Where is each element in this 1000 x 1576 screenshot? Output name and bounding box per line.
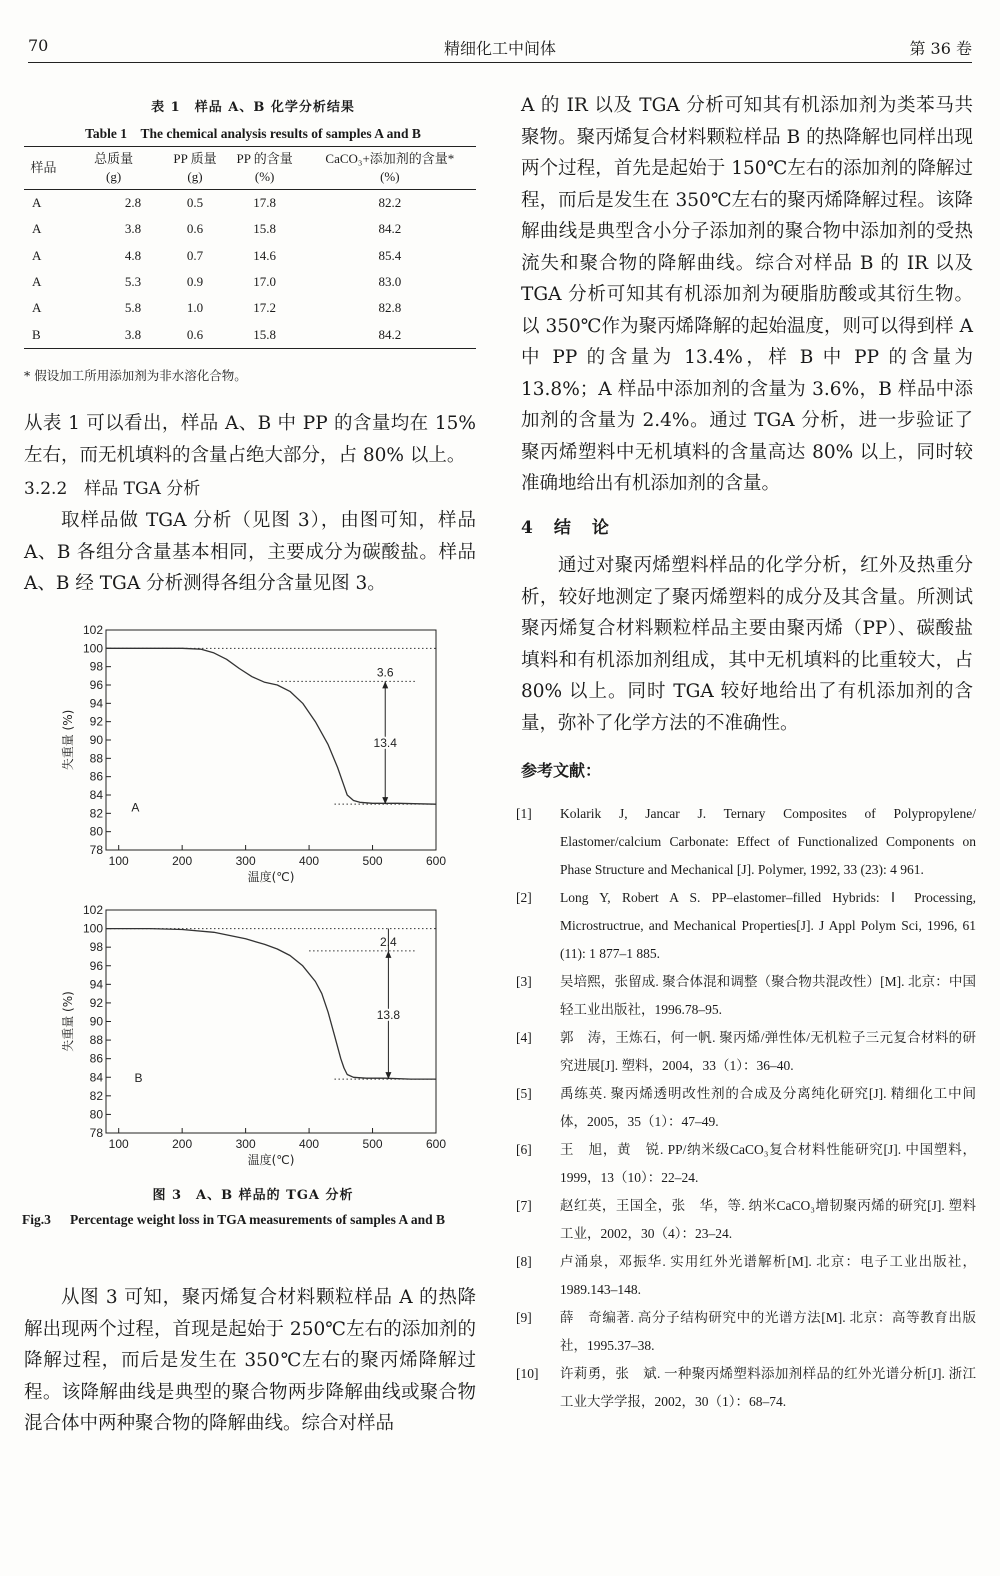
y-tick-label: 100 (82, 641, 103, 656)
x-tick-label: 400 (299, 1137, 320, 1151)
y-tick-label: 80 (89, 824, 103, 839)
references-heading: 参考文献： (521, 761, 602, 780)
table-header-cell: PP 的含量 (%) (226, 147, 304, 190)
y-tick-label: 82 (89, 806, 103, 821)
annotation-pp: 13.4 (373, 735, 397, 750)
reference-item: [8] 卢涌泉，邓振华. 实用红外光谱解析[M]. 北京：电子工业出版社，1989.143–148. (516, 1254, 976, 1297)
y-tick-label: 94 (89, 696, 103, 711)
y-tick-label: 92 (89, 995, 103, 1010)
reference-item: [10] 许莉勇，张 斌. 一种聚丙烯塑料添加剂样品的红外光谱分析[J]. 浙江工业大学学报，2002，30（1）：68–74. (516, 1366, 976, 1409)
reference-item: [4] 郭 涛，王炼石，何一帆. 聚丙烯/弹性体/无机粒子三元复合材料的研究进展[J]. 塑料，2004，33（1）：36–40. (516, 1030, 976, 1073)
x-tick-label: 500 (362, 854, 383, 868)
annotation-pp: 13.8 (376, 1007, 401, 1022)
section-heading-4: 4 结 论 (521, 518, 611, 538)
y-tick-label: 80 (89, 1107, 103, 1122)
x-tick-label: 300 (235, 854, 256, 868)
x-tick-label: 200 (172, 1137, 193, 1151)
paragraph: 通过对聚丙烯塑料样品的化学分析，红外及热重分析，较好地测定了聚丙烯塑料的成分及其含量。所测试聚丙烯复合材料颗粒样品主要由聚丙烯（PP）、碳酸盐填料和有机添加剂组成，其中无机填料的比重较大，占 80% 以上。同时 TGA 较好地给出了有机添加剂的含量，弥补了化学方法的不准确性。 (521, 555, 973, 734)
figure-caption-en: Fig.3 Percentage weight loss in TGA measurements of samples A and B (22, 1212, 446, 1227)
table-row: A 3.8 0.6 15.8 84.2 (32, 221, 402, 237)
annotation-additive: 2.4 (380, 934, 397, 949)
table-caption-cn: 表 1 样品 A、B 化学分析结果 (151, 100, 355, 115)
reference-item: [5] 禹练英. 聚丙烯透明改性剂的合成及分离纯化研究[J]. 精细化工中间体，2005，35（1）：47–49. (516, 1086, 976, 1129)
paragraph: A 的 IR 以及 TGA 分析可知其有机添加剂为类苯马共聚物。聚丙烯复合材料颗粒样品 B 的热降解也同样出现两个过程，首先是起始于 150℃左右的添加剂的降解过程，而后是发生在 350℃左右的聚丙烯降解过程。该降解曲线是典型含小分子添加剂的聚合物中添加剂的受热流失和聚合物的降解曲线。综合对样品 B 的 IR 以及 TGA 分析可知其有机添加剂为硬脂肪酸或其衍生物。以 350℃作为聚丙烯降解的起始温度，则可以得到样 A 中 PP 的含量为 13.4%，样 B 中 PP 的含量为 13.8%；A 样品中添加剂的含量为 3.6%，B 样品中添加剂的含量为 2.4%。通过 TGA 分析，进一步验证了聚丙烯塑料中无机填料的含量高达 80% 以上，同时较准确地给出有机添加剂的含量。 (521, 95, 973, 494)
y-tick-label: 78 (89, 843, 103, 857)
y-tick-label: 102 (82, 623, 103, 637)
y-tick-label: 100 (82, 921, 103, 936)
table-row: B 3.8 0.6 15.8 84.2 (24, 321, 476, 348)
y-tick-label: 84 (89, 788, 103, 802)
page-header (28, 32, 972, 63)
table-footnote: * 假设加工所用添加剂为非水溶化合物。 (24, 368, 247, 383)
table-row: A 2.8 0.5 17.8 82.2 (32, 195, 402, 211)
x-axis-label: 温度(℃) (247, 870, 295, 884)
page-number: 70 (28, 36, 49, 55)
y-tick-label: 98 (89, 940, 103, 955)
reference-item: [9] 薛 奇编著. 高分子结构研究中的光谱方法[M]. 北京：高等教育出版社，1995.37–38. (516, 1310, 976, 1353)
pp-loss-arrow-head (382, 681, 388, 688)
y-tick-label: 96 (89, 958, 103, 973)
table-row: A 5.3 0.9 17.0 83.0 (32, 274, 402, 290)
table-header-cell: 总质量 (g) (63, 147, 164, 190)
table-row: A 4.8 0.7 14.6 85.4 (32, 247, 402, 263)
reference-item: [2] Long Y, Robert A S. PP–elastomer–filled Hybrids: Ⅰ Processing, Microstructrue, and Mechanical Properties[J]. J Appl Polym Sci, 1996, 61 (11): 1 877–1 885. (516, 890, 976, 961)
y-tick-label: 98 (89, 659, 103, 674)
x-axis-label: 温度(℃) (247, 1153, 295, 1167)
x-tick-label: 600 (425, 854, 447, 868)
tga-chart-a (54, 620, 454, 888)
paragraph: 从图 3 可知，聚丙烯复合材料颗粒样品 A 的热降解出现两个过程，首现是起始于 250℃左右的添加剂的降解过程，而后是发生在 350℃左右的聚丙烯降解过程。该降解曲线是典型的聚合物两步降解曲线或聚合物混合体中两种聚合物的降解曲线。综合对样品 (24, 1287, 476, 1434)
y-axis-label: 失重量 (%) (61, 709, 75, 771)
tga-chart-b (54, 898, 454, 1176)
volume-label: 第 36 卷 (909, 39, 972, 58)
paragraph: 取样品做 TGA 分析（见图 3），由图可知，样品 A、B 各组分含量基本相同，主要成分为碳酸盐。样品 A、B 经 TGA 分析测得各组分含量见图 3。 (24, 510, 476, 594)
table-header-cell: PP 质量 (g) (164, 147, 225, 190)
x-tick-label: 200 (172, 854, 193, 868)
y-tick-label: 94 (89, 977, 103, 992)
x-tick-label: 300 (235, 1137, 256, 1151)
annotation-additive: 3.6 (376, 665, 394, 680)
x-tick-label: 600 (425, 1137, 447, 1151)
figure-caption-cn: 图 3 A、B 样品的 TGA 分析 (152, 1188, 354, 1203)
y-tick-label: 84 (89, 1070, 103, 1085)
y-tick-label: 92 (89, 714, 103, 729)
table-row: A 5.8 1.0 17.2 82.8 (32, 300, 402, 316)
x-tick-label: 500 (362, 1137, 383, 1151)
panel-label: B (134, 1070, 143, 1085)
table-1 (24, 146, 476, 349)
y-axis-label: 失重量 (%) (61, 991, 75, 1052)
y-tick-label: 90 (89, 1014, 103, 1029)
section-heading-3-2-2: 3.2.2 样品 TGA 分析 (24, 479, 201, 499)
y-tick-label: 96 (89, 678, 103, 692)
reference-item: [1] Kolarik J, Jancar J. Ternary Composites of Polypropylene/ Elastomer/calcium Carbonate: Effect of Functionalized Components on Phase Structure and Mechanical [J]. Polymer, 1992, 33 (23): 4 961. (516, 806, 976, 877)
y-tick-label: 86 (89, 1051, 103, 1066)
y-tick-label: 88 (89, 1033, 103, 1048)
reference-item: [3] 吴培熙，张留成. 聚合体混和调整（聚合物共混改性）[M]. 北京：中国轻工业出版社，1996.78–95. (516, 974, 976, 1017)
y-tick-label: 82 (89, 1088, 103, 1103)
x-tick-label: 100 (108, 1137, 129, 1151)
x-tick-label: 100 (108, 854, 129, 868)
reference-item: [6] 王 旭，黄 锐. PP/纳米级CaCO₃复合材料性能研究[J]. 中国塑料，1999，13（10）：22–24. (516, 1142, 976, 1185)
x-tick-label: 400 (299, 854, 320, 868)
table-caption-en: Table 1 The chemical analysis results of samples A and B (85, 126, 421, 141)
y-tick-label: 102 (82, 903, 103, 917)
pp-loss-arrow-head (385, 951, 391, 958)
table-header-cell: 样品 (24, 147, 63, 190)
paragraph: 从表 1 可以看出，样品 A、B 中 PP 的含量均在 15% 左右，而无机填料的含量占绝大部分，占 80% 以上。 (24, 413, 476, 466)
y-tick-label: 78 (89, 1126, 103, 1140)
y-tick-label: 86 (89, 769, 103, 784)
reference-item: [7] 赵红英，王国全，张 华，等. 纳米CaCO₃增韧聚丙烯的研究[J]. 塑料工业，2002，30（4）：23–24. (516, 1198, 976, 1241)
y-tick-label: 90 (89, 733, 103, 747)
table-header-cell: CaCO₃+添加剂的含量* (%) (304, 147, 476, 190)
y-tick-label: 88 (89, 751, 103, 766)
journal-name: 精细化工中间体 (443, 39, 556, 58)
reference-list (516, 800, 976, 1416)
panel-label: A (131, 800, 140, 815)
